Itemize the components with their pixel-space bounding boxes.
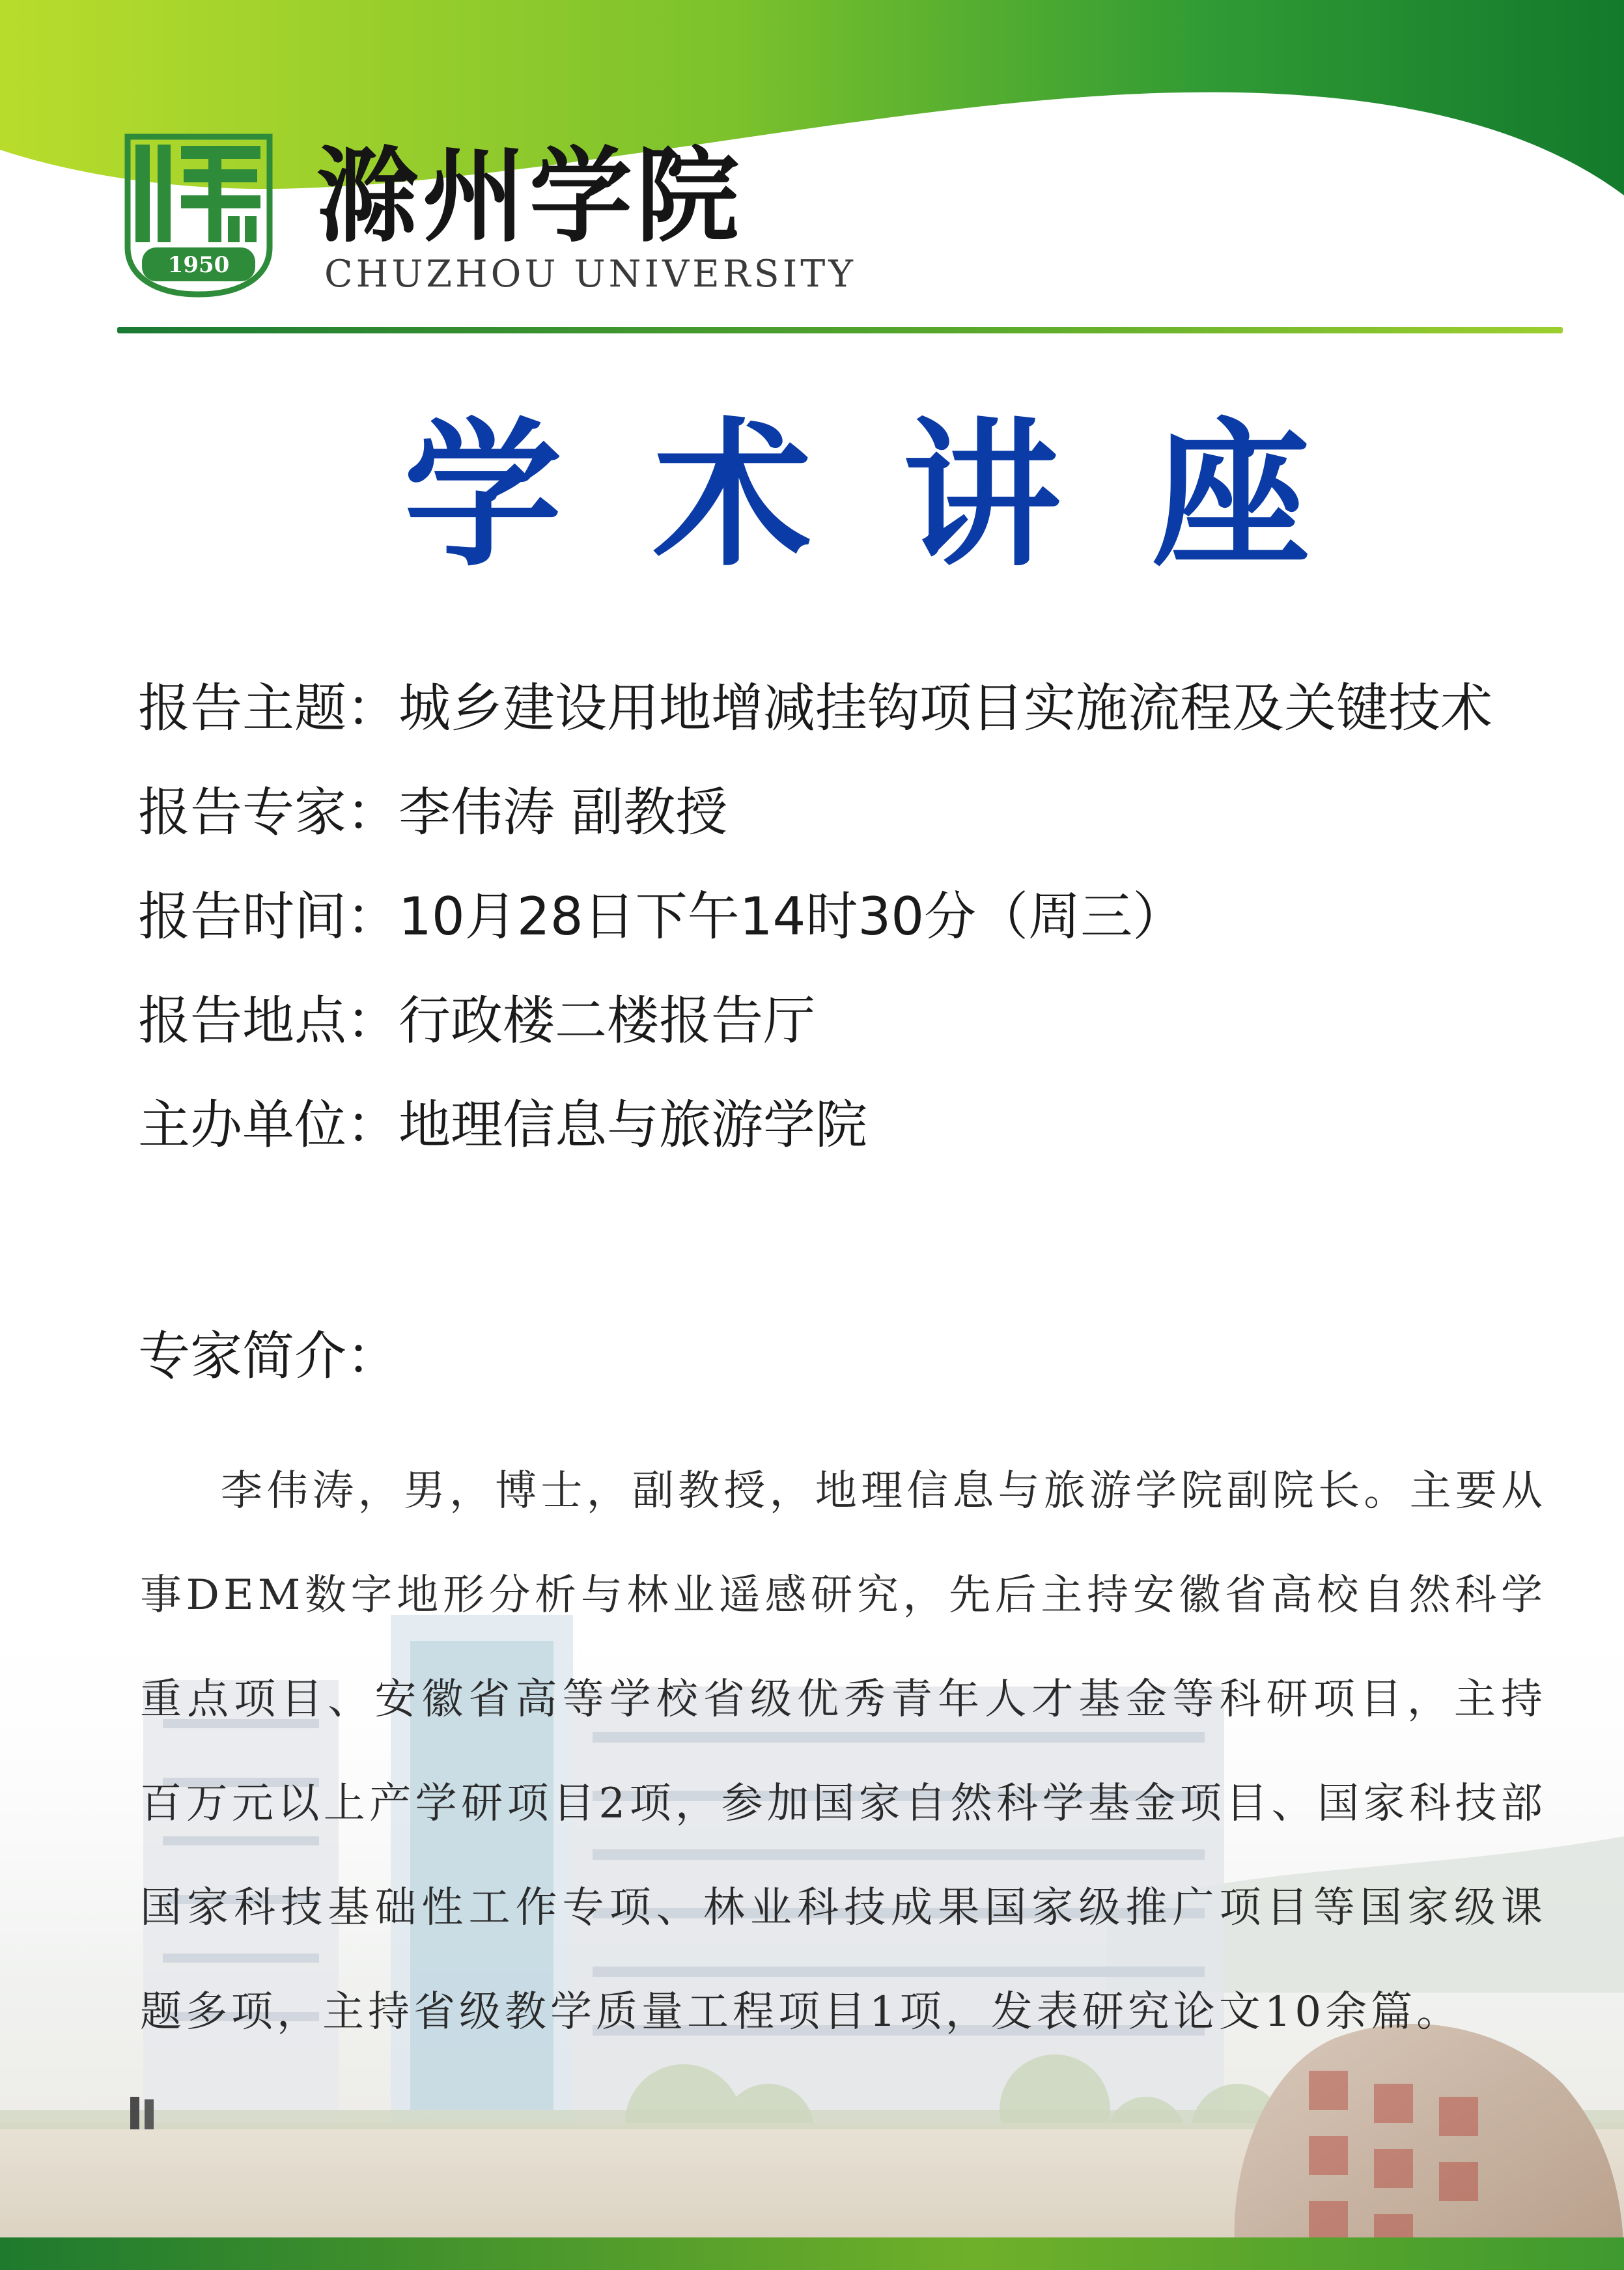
- info-label: 主办单位：: [138, 1095, 399, 1155]
- university-name-english: CHUZHOU UNIVERSITY: [324, 253, 856, 296]
- footer-bar: [0, 2237, 1624, 2270]
- header-divider: [117, 327, 1563, 333]
- info-row-location: [138, 990, 1571, 1094]
- info-label: 报告时间：: [138, 886, 399, 947]
- logotype-text: 滁州学院: [316, 136, 743, 253]
- university-emblem-icon: [124, 130, 273, 300]
- university-name-logotype: [316, 135, 765, 253]
- info-row-speaker: [138, 781, 1571, 886]
- emblem-year: 1950: [167, 252, 230, 278]
- poster-title: 学术讲座: [404, 404, 1402, 588]
- info-row-time: [138, 886, 1571, 990]
- lecture-info: [138, 677, 1571, 1198]
- info-value: 城乡建设用地增减挂钩项目实施流程及关键技术: [399, 678, 1492, 738]
- info-label: 报告专家：: [138, 782, 399, 843]
- info-label: 报告地点：: [138, 990, 399, 1051]
- info-label: 报告主题：: [138, 678, 399, 738]
- info-value: 李伟涛 副教授: [399, 782, 728, 843]
- info-value: 行政楼二楼报告厅: [399, 990, 815, 1051]
- bio-heading: 专家简介：: [138, 1326, 399, 1386]
- info-value: 地理信息与旅游学院: [399, 1095, 867, 1155]
- bio-paragraph: 李伟涛，男，博士，副教授，地理信息与旅游学院副院长。主要从事DEM数字地形分析与林业遥感研究，先后主持安徽省高校自然科学重点项目、安徽省高等学校省级优秀青年人才基金等科研项目，主持百万元以上产学研项目2项，参加国家自然科学基金项目、国家科技部国家科技基础性工作专项、林业科技成果国家级推广项目等国家级课题多项，主持省级教学质量工程项目1项，发表研究论文10余篇。: [140, 1467, 1547, 2036]
- info-value: 10月28日下午14时30分（周三）: [399, 886, 1185, 947]
- info-row-organizer: [138, 1094, 1571, 1198]
- info-row-topic: [138, 677, 1571, 781]
